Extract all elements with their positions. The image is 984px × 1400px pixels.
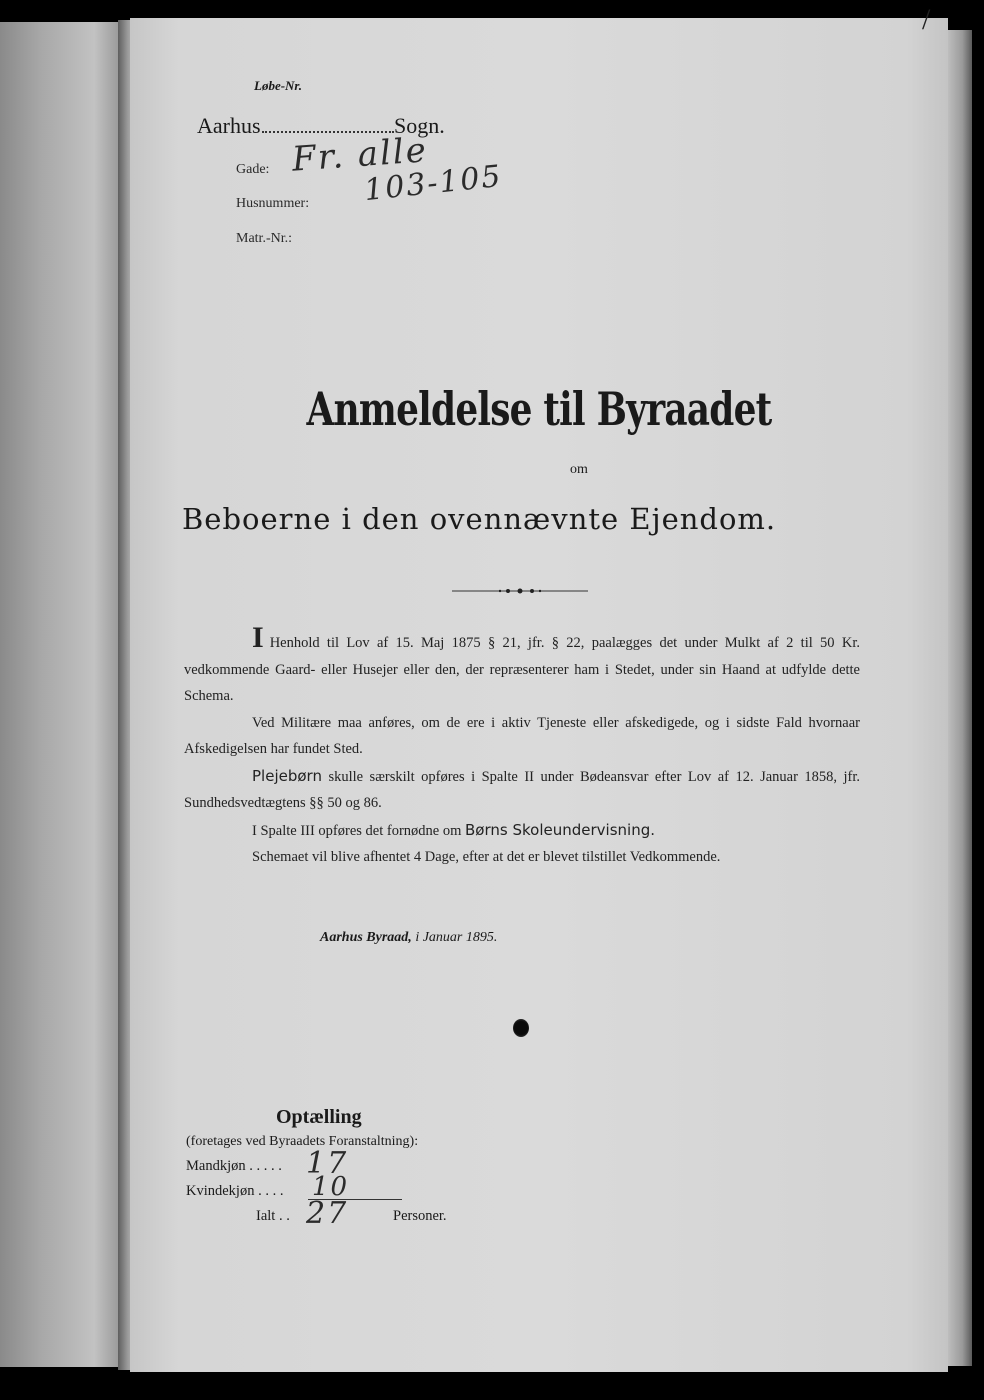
instruction-paragraph-2: Ved Militære maa anføres, om de ere i aktiv Tjeneste eller afskedigede, og i sidste Fald hvornaar Afskedigelsen har fundet Sted. bbox=[184, 714, 860, 757]
lobe-nr-label: Løbe-Nr. bbox=[254, 78, 303, 93]
sogn-fill-line bbox=[262, 131, 394, 133]
male-count-value: 17 bbox=[306, 1146, 349, 1181]
drop-cap: I bbox=[252, 621, 264, 654]
instruction-paragraph-1: I Henhold til Lov af 15. Maj 1875 § 21, jfr. § 22, paalægges det under Mulkt af 2 til 50 Kr. vedkommende Gaard- eller Husejer eller den, der repræsenterer ham i Stedet, under sin Haand at udfylde dette Schema. bbox=[184, 621, 860, 704]
female-count-label: Kvindekjøn . . . . bbox=[186, 1183, 284, 1199]
page-edge bbox=[948, 30, 972, 1366]
total-count-label: Ialt . . bbox=[256, 1208, 290, 1224]
gade-handwritten-value: Fr. alle bbox=[290, 130, 430, 180]
instruction-paragraph-5: Schemaet vil blive afhentet 4 Dage, efter at det er blevet tilstillet Vedkommende. bbox=[252, 849, 721, 865]
male-count-label: Mandkjøn . . . . . bbox=[186, 1158, 282, 1174]
total-count-value: 27 bbox=[306, 1196, 349, 1231]
signature-line: Aarhus Byraad, i Januar 1895. bbox=[320, 930, 498, 945]
sogn-label: Sogn. bbox=[394, 113, 445, 138]
instructions-text bbox=[184, 621, 861, 871]
husnummer-handwritten-value: 103-105 bbox=[362, 158, 505, 209]
page-corner-mark: / bbox=[922, 3, 931, 36]
page-subtitle: Beboerne i den ovennævnte Ejendom. bbox=[182, 502, 777, 536]
persons-label: Personer. bbox=[393, 1208, 447, 1224]
page-title: Anmeldelse til Byraadet bbox=[306, 382, 772, 436]
ink-blot bbox=[513, 1019, 529, 1037]
gade-label: Gade: bbox=[236, 162, 270, 177]
facing-page bbox=[0, 22, 118, 1367]
instruction-paragraph-4: I Spalte III opføres det fornødne om Børns Skoleundervisning. bbox=[252, 820, 655, 839]
count-title: Optælling bbox=[276, 1106, 362, 1128]
female-count-value: 10 bbox=[312, 1172, 350, 1202]
city-label: Aarhus bbox=[197, 113, 261, 138]
instruction-paragraph-3: Plejebørn skulle særskilt opføres i Spalte II under Bødeansvar efter Lov af 12. Januar 1858, jfr. Sundhedsvedtægtens §§ 50 og 86. bbox=[184, 766, 861, 811]
count-subtitle: (foretages ved Byraadets Foranstaltning): bbox=[186, 1134, 419, 1149]
title-connector: om bbox=[570, 462, 588, 477]
husnummer-label: Husnummer: bbox=[236, 196, 310, 211]
ornament-divider bbox=[452, 585, 588, 597]
matr-nr-label: Matr.-Nr.: bbox=[236, 231, 292, 246]
